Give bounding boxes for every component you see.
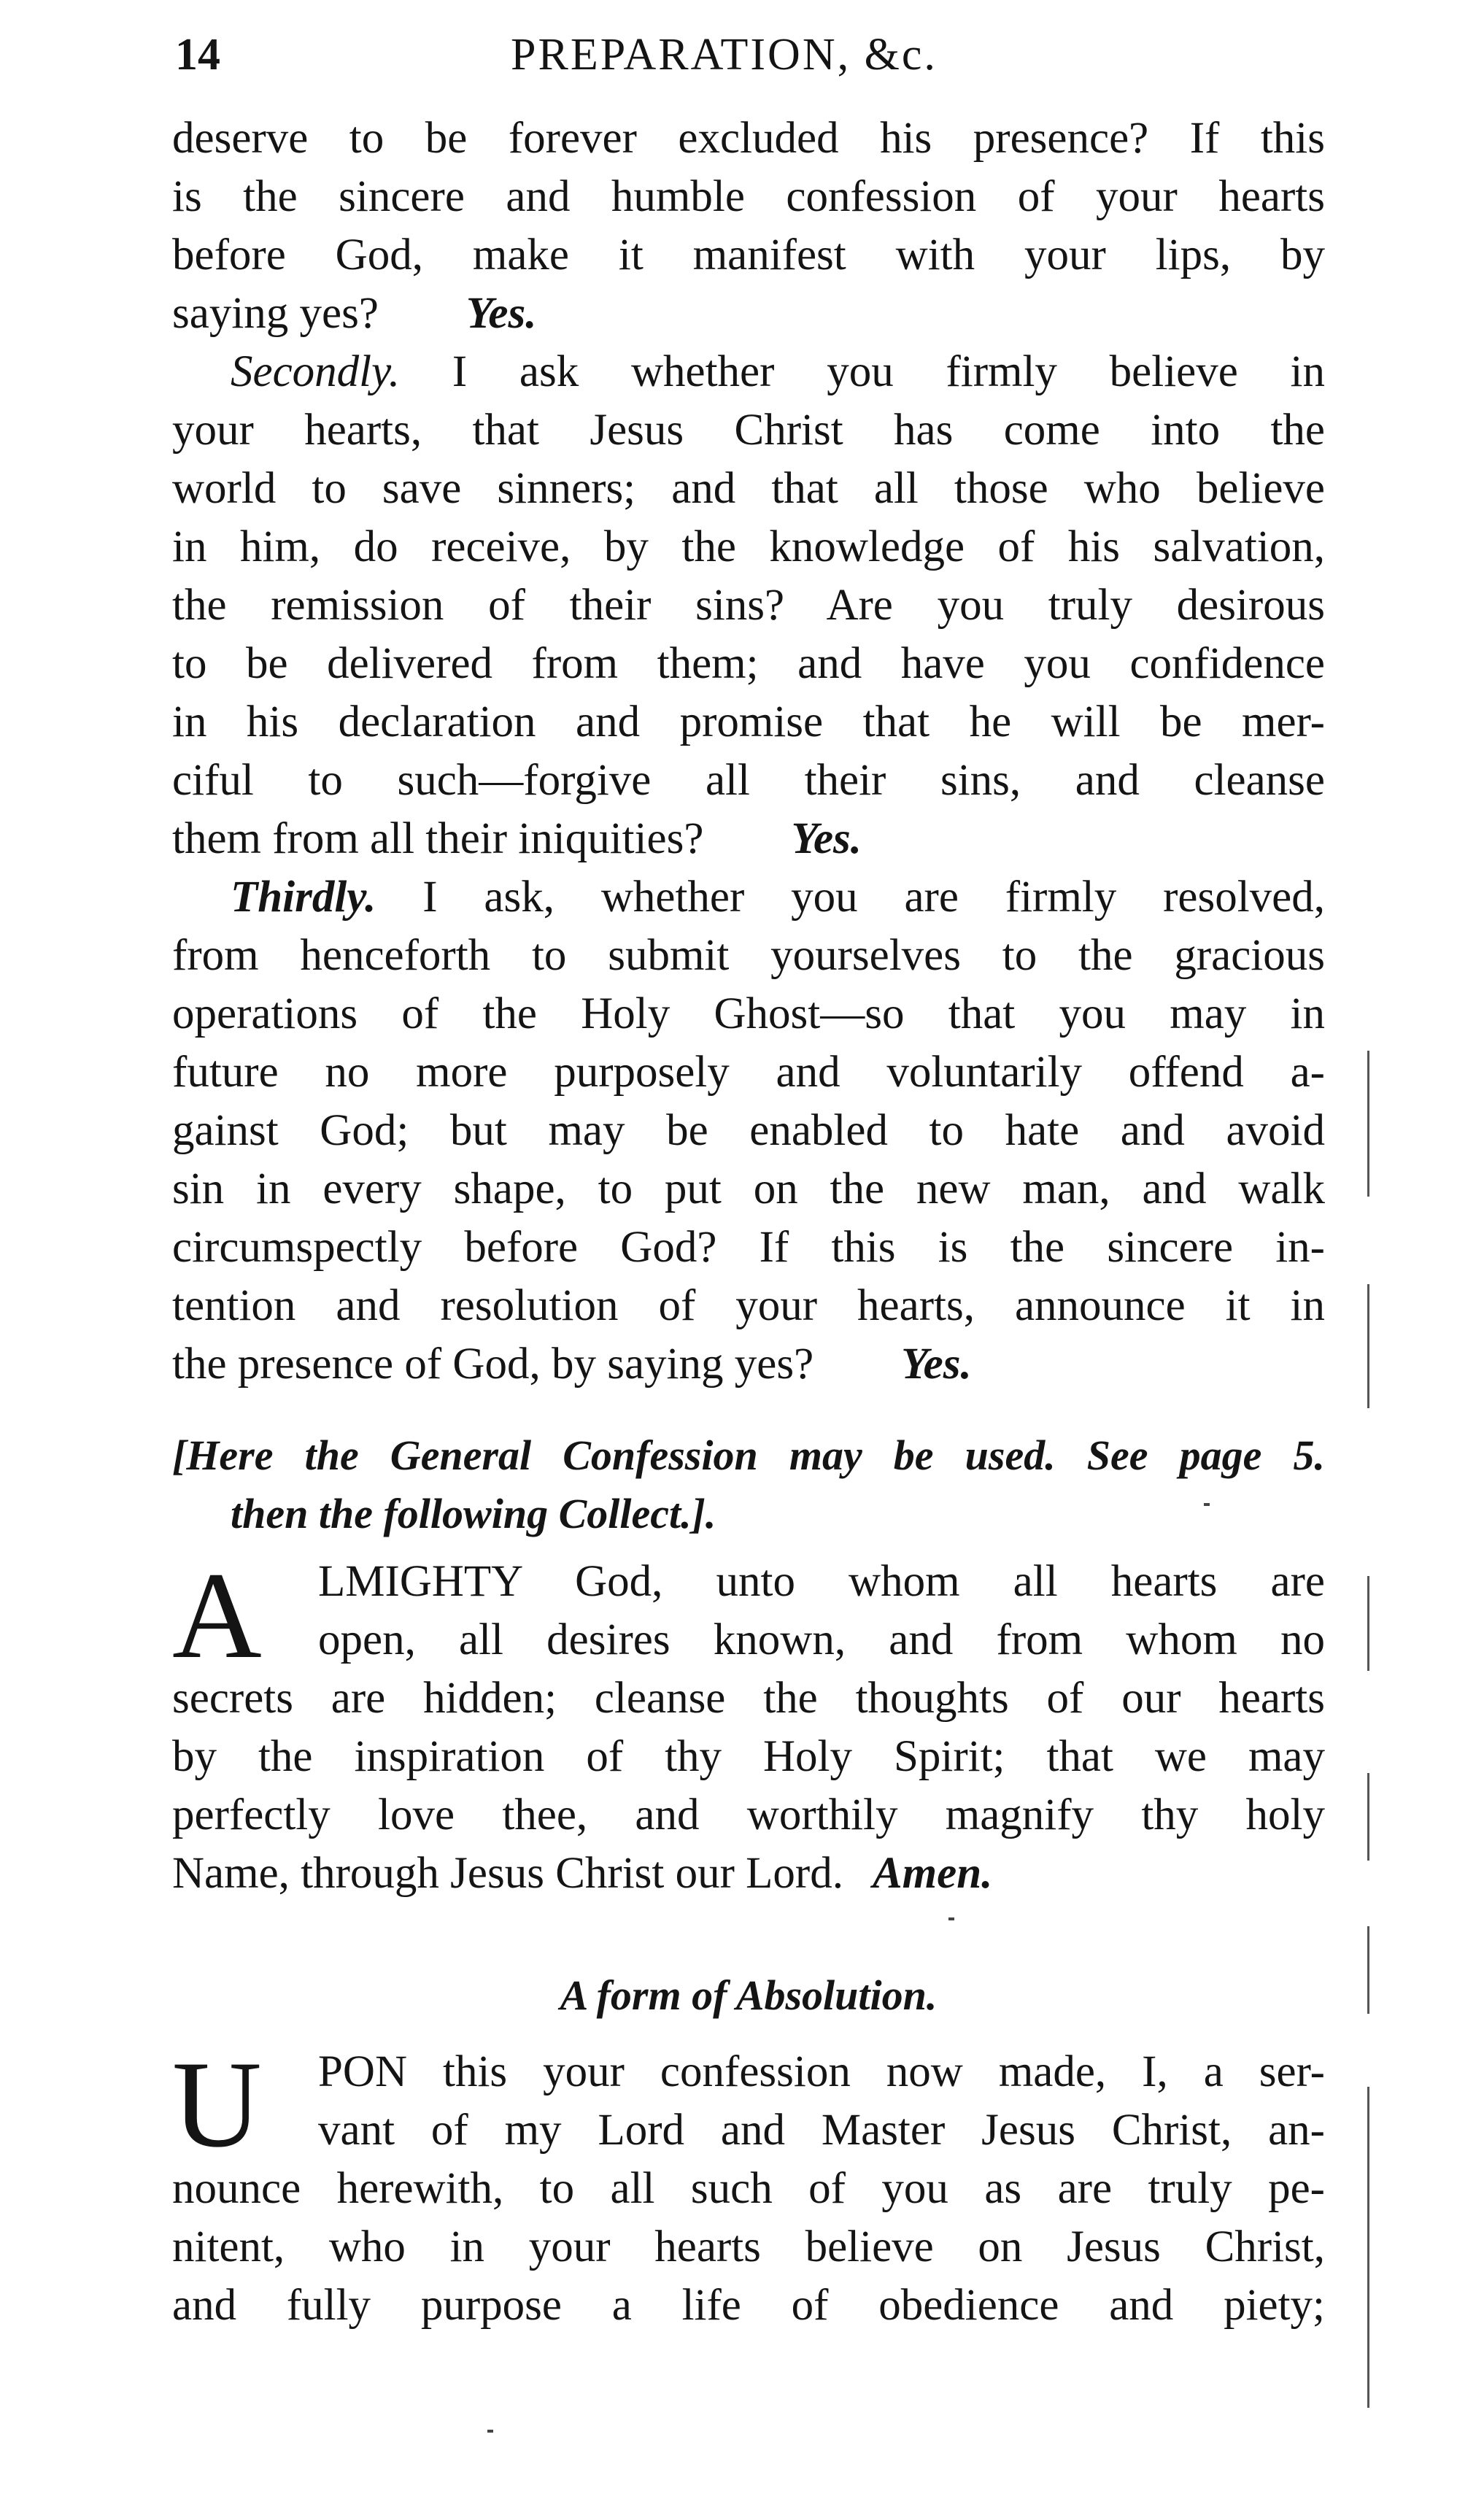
text-fragment: Name, through Jesus Christ our Lord. — [172, 1849, 843, 1898]
text-line: tention and resolution of your hearts, announce it in — [172, 1281, 1325, 1330]
scan-speck — [948, 1917, 954, 1920]
rubric-line: [Here the General Confession may be used. See page 5. — [172, 1432, 1325, 1479]
question-lead: Thirdly. — [231, 873, 376, 922]
text-line: future no more purposely and voluntarily offend a- — [172, 1048, 1325, 1097]
text-line: the remission of their sins? Are you truly desirous — [172, 581, 1325, 630]
text-line: deserve to be forever excluded his presence? If this — [172, 114, 1325, 163]
response-yes: Yes. — [791, 814, 862, 863]
text-line: in his declaration and promise that he will be mer- — [172, 698, 1325, 746]
text-line: before God, make it manifest with your lips, by — [172, 231, 1325, 279]
gutter-rule — [1367, 1284, 1369, 1408]
text-line: by the inspiration of thy Holy Spirit; that we may — [172, 1732, 1325, 1781]
gutter-rule — [1367, 1926, 1369, 2014]
amen: Amen. — [872, 1849, 993, 1898]
text-line: from henceforth to submit yourselves to the gracious — [172, 931, 1325, 980]
text-fragment: them from all their iniquities? — [172, 814, 704, 863]
first-question-paragraph — [172, 109, 1325, 343]
question-lead: Secondly. — [231, 347, 401, 396]
gutter-rule — [1367, 1773, 1369, 1861]
section-heading: A form of Absolution. — [560, 1971, 938, 2019]
page-number: 14 — [175, 30, 220, 80]
second-question-paragraph — [172, 343, 1325, 868]
gutter-rule — [1367, 1576, 1369, 1671]
response-yes: Yes. — [901, 1340, 972, 1388]
text-line — [172, 285, 1325, 343]
text-line — [172, 868, 1325, 927]
text-line: LMIGHTY God, unto whom all hearts are — [318, 1557, 1325, 1606]
text-line: open, all desires known, and from whom no — [318, 1615, 1325, 1664]
text-fragment: the presence of God, by saying yes? — [172, 1340, 814, 1388]
collect-paragraph — [172, 1547, 1325, 1903]
text-line: PON this your confession now made, I, a ser- — [318, 2047, 1325, 2096]
text-fragment: I ask, whether you are firmly resolved, — [422, 873, 1325, 922]
text-line: secrets are hidden; cleanse the thoughts of our hearts — [172, 1674, 1325, 1723]
text-line: in him, do receive, by the knowledge of his salvation, — [172, 522, 1325, 571]
text-line — [172, 343, 1325, 401]
scan-speck — [487, 2430, 493, 2433]
running-head: PREPARATION, &c. — [511, 30, 938, 80]
text-line: perfectly love thee, and worthily magnify thy holy — [172, 1791, 1325, 1839]
text-line: world to save sinners; and that all those who believe — [172, 464, 1325, 513]
text-line: nounce herewith, to all such of you as are truly pe- — [172, 2164, 1325, 2213]
text-line: to be delivered from them; and have you confidence — [172, 639, 1325, 688]
gutter-rule — [1367, 1051, 1369, 1197]
response-yes: Yes. — [465, 289, 537, 338]
drop-cap: A — [172, 1547, 262, 1684]
text-line: gainst God; but may be enabled to hate and avoid — [172, 1106, 1325, 1155]
text-line — [172, 810, 1325, 868]
text-line: ciful to such—forgive all their sins, and cleanse — [172, 756, 1325, 805]
third-question-paragraph — [172, 868, 1325, 1394]
gutter-rule — [1367, 2087, 1369, 2408]
page-header — [175, 29, 1342, 95]
text-line: sin in every shape, to put on the new man, and walk — [172, 1164, 1325, 1213]
text-line: vant of my Lord and Master Jesus Christ, an- — [318, 2106, 1325, 2155]
text-line: nitent, who in your hearts believe on Jesus Christ, — [172, 2222, 1325, 2271]
text-line: circumspectly before God? If this is the sincere in- — [172, 1223, 1325, 1272]
text-line — [172, 1335, 1325, 1394]
rubric-line: then the following Collect.]. — [231, 1490, 716, 1537]
absolution-paragraph — [172, 2036, 1325, 2335]
text-line: operations of the Holy Ghost—so that you may in — [172, 989, 1325, 1038]
rubric-instruction — [172, 1426, 1325, 1543]
scan-speck — [1204, 1503, 1210, 1506]
text-line — [172, 1845, 1325, 1903]
drop-cap: U — [172, 2036, 262, 2173]
text-fragment: saying yes? — [172, 289, 379, 338]
text-line: and fully purpose a life of obedience and piety; — [172, 2281, 1325, 2330]
text-line: is the sincere and humble confession of your hearts — [172, 172, 1325, 221]
text-fragment: I ask whether you firmly believe in — [452, 347, 1325, 396]
text-line: your hearts, that Jesus Christ has come into the — [172, 406, 1325, 455]
